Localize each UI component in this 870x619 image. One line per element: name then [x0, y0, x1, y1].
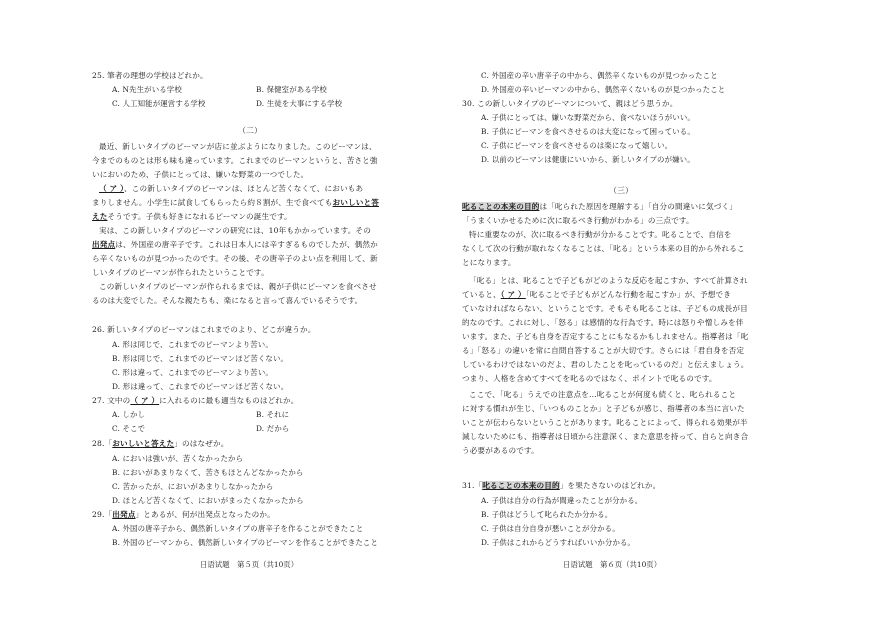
- q25-option-c: C. 人工知能が運営する学校: [112, 99, 206, 108]
- passage-line: に対する慣れが生じ、「いつものことか」と子どもが感じ、指導者の本当に言いた: [462, 404, 745, 413]
- passage-text: は「叱られた原因を理解する」「自分の間違いに気づく」: [539, 202, 737, 211]
- passage-line: るのは大変でした。そんな親たちも、楽になると言って喜んでいるそうです。: [92, 296, 363, 305]
- q28-option-d: D. ほとんど苦くなくて、においがまったくなかったから: [112, 496, 304, 505]
- q29-option-b: B. 外国のピーマンから、偶然新しいタイプのピーマンを作ることができたこと: [112, 538, 379, 547]
- q31-option-d: D. 子供はこれからどうすればいいか分かる。: [481, 538, 636, 547]
- underlined-phrase: おいしいと答えた: [112, 439, 175, 448]
- highlighted-phrase: 叱ることの本来の目的: [482, 481, 560, 490]
- q31-question: [462, 481, 660, 491]
- q27-text: 27. 文中の: [92, 396, 131, 405]
- q28-text: 」のはなぜか。: [174, 439, 229, 448]
- passage-line: 「うまくいかせるために次に取るべき行動がわかる」の三点です。: [462, 216, 694, 225]
- q27-option-b: B. それに: [256, 410, 290, 419]
- q26-option-a: A. 形は同じで、これまでのピーマンより苦い。: [112, 340, 273, 349]
- blank-a: （ ア ）: [130, 396, 160, 405]
- q30-option-c: C. 子供にピーマンを食べさせるのは楽になって嬉しい。: [481, 141, 673, 150]
- q26-question: 26. 新しいタイプのピーマンはこれまでのより、どこが違うか。: [92, 325, 316, 334]
- passage-line: [99, 184, 363, 194]
- passage-line: いにおいのため、子供にとっては、嫌いな野菜の一つでした。: [92, 170, 309, 179]
- highlighted-phrase: 叱ることの本来の目的: [462, 202, 540, 211]
- passage-text: ていると、: [462, 290, 501, 299]
- passage-line: 実は、この新しいタイプのピーマンの研究には、10年もかかっています。その: [99, 226, 371, 235]
- q26-option-d: D. 形は違って、これまでのピーマンほど苦くない。: [112, 382, 289, 391]
- q29-option-c: C. 外国産の辛い唐辛子の中から、偶然辛くないものが見つかったこと: [481, 71, 718, 80]
- q28-option-b: B. においがあまりなくて、苦さもほとんどなかったから: [112, 468, 304, 477]
- section-title-2: （二）: [238, 126, 262, 135]
- q27-option-c: C. そこで: [112, 424, 146, 433]
- q29-option-d: D. 外国産の辛いピーマンの中から、偶然辛くないものが見つかったこと: [481, 85, 726, 94]
- q25-option-b: B. 保健室がある学校: [256, 85, 327, 94]
- passage-line: 特に重要なのが、次に取るべき行動が分かることです。叱ることで、自信を: [469, 230, 732, 239]
- section-title-3: （三）: [609, 186, 633, 195]
- q31-option-b: B. 子供はどうして叱られたか分かる。: [481, 510, 613, 519]
- q29-text: 29.「: [92, 510, 113, 519]
- q26-option-c: C. 形は違って、これまでのピーマンより苦い。: [112, 368, 273, 377]
- passage-line: つまり、人格を含めてすべてを叱るのではなく、ポイントで叱るのです。: [462, 374, 717, 383]
- passage-line: [462, 202, 737, 212]
- q30-option-d: D. 以前のピーマンは健康にいいから、新しいタイプのが嫌い。: [481, 155, 695, 164]
- blank-a: （ ア ）: [99, 184, 125, 193]
- passage-line: 最近、新しいタイプのピーマンが店に並ぶようになりました。このピーマンは、: [99, 142, 377, 151]
- passage-line: います。また、子ども自身を否定することにもなるかもしれません。指導者は「叱: [462, 332, 749, 341]
- q27-option-d: D. だから: [256, 424, 290, 433]
- passage-text: は、外国産の唐辛子です。これは日本人には辛すぎるものでしたが、偶然か: [115, 240, 378, 249]
- passage-line: う必要があるのです。: [462, 446, 539, 455]
- q28-option-c: C. 苦かったが、においがあまりしなかったから: [112, 482, 274, 491]
- page-footer: 日语试题 第５页（共10页）: [200, 560, 299, 569]
- q25-option-a: A. N先生がいる学校: [112, 85, 182, 94]
- q31-option-a: A. 子供は自分の行為が間違ったことが分かる。: [481, 496, 643, 505]
- passage-line: この新しいタイプのピーマンが作られるまでは、親が子供にピーマンを食べさせ: [99, 282, 377, 291]
- passage-line: 今までのものとは形も味も違っています。これまでのピーマンというと、苦さと強: [92, 156, 378, 165]
- q31-option-c: C. 子供は自分自身が悪いことが分かる。: [481, 524, 620, 533]
- passage-text: 、この新しいタイプのピーマンは、ほとんど苦くなくて、においもあ: [124, 184, 364, 193]
- q31-text: 」を果たさないのはどれか。: [559, 481, 661, 490]
- passage-line: [92, 212, 292, 222]
- page-footer: 日语试题 第６页（共10页）: [563, 560, 662, 569]
- q25-option-d: D. 生徒を大事にする学校: [256, 99, 343, 108]
- q27-question: [92, 396, 299, 406]
- passage-text: 「叱ることで子どもがどんな行動を起こすか」が、予想でき: [525, 290, 732, 299]
- passage-line: [462, 290, 731, 300]
- passage-line: とになります。: [462, 258, 516, 267]
- q26-option-b: B. 形は同じで、これまでのピーマンほど苦くない。: [112, 354, 289, 363]
- q28-question: [92, 439, 228, 449]
- q27-text: に入れるのに最も適当なものはどれか。: [159, 396, 299, 405]
- passage-line: しいタイプのピーマンが作られたということです。: [92, 268, 269, 277]
- passage-line: 減しないためにも、指導者は日頃から注意深く、また意思を持って、自らと向き合: [462, 432, 749, 441]
- page-6: [435, 0, 870, 619]
- q30-option-a: A. 子供にとっては、嫌いな野菜だから、食べないほうがいい。: [481, 113, 695, 122]
- q31-text: 31.「: [462, 481, 483, 490]
- underlined-phrase: えた: [92, 212, 108, 221]
- passage-line: 「叱る」とは、叱ることで子どもがどのような反応を起こすか、すべて計算され: [469, 276, 748, 285]
- passage-line: ていなければならない、ということです。そもそも叱ることは、子どもの成長が目: [462, 304, 748, 313]
- passage-line: [92, 240, 378, 250]
- q29-text: 」とあるが、何が出発点となったのか。: [135, 510, 275, 519]
- passage-text: まりしません。小学生に試食してもらったら約８割が、生で食べても: [92, 198, 333, 207]
- q27-option-a: A. しかし: [112, 410, 146, 419]
- q25-question: 25. 筆者の理想の学校はどれか。: [92, 71, 208, 80]
- q30-option-b: B. 子供にピーマンを食べさせるのは大変になって困っている。: [481, 127, 695, 136]
- underlined-phrase: おいしいと答: [332, 198, 379, 207]
- q30-question: 30. この新しいタイプのピーマンについて、親はどう思うか。: [462, 99, 678, 108]
- passage-line: しているわけではないのだよ、君のしたことを叱っているのだ」と伝えましょう。: [462, 360, 749, 369]
- q29-question: [92, 510, 275, 520]
- blank-a: （ ア ）: [500, 290, 526, 299]
- q28-option-a: A. においは強いが、苦くなかったから: [112, 454, 244, 463]
- q28-text: 28.「: [92, 439, 113, 448]
- passage-line: ら辛くないものが見つかったのです。その後、その唐辛子のよい点を利用して、新: [92, 254, 378, 263]
- underlined-phrase: 出発点: [92, 240, 116, 249]
- q29-option-a: A. 外国の唐辛子から、偶然新しいタイプの唐辛子を作ることができたこと: [112, 524, 364, 533]
- passage-line: いことが伝わらないということがあります。叱ることによって、得られる効果が半: [462, 418, 748, 427]
- passage-text: そうです。子供も好きになれるピーマンの誕生です。: [107, 212, 292, 221]
- passage-line: 的なのです。これに対し、「怒る」は感情的な行為です。時には怒りや憎しみを伴: [462, 318, 744, 327]
- passage-line: る」「怒る」の違いを常に自問自答することが大切です。さらには「君自身を否定: [462, 346, 745, 355]
- passage-line: [92, 198, 379, 208]
- passage-line: なくして次の行動が取れなくなることは、「叱る」という本来の目的から外れるこ: [462, 244, 745, 253]
- passage-line: ここで、「叱る」うえでの注意点を…叱ることが何度も続くと、叱られること: [469, 390, 737, 399]
- underlined-phrase: 出発点: [112, 510, 136, 519]
